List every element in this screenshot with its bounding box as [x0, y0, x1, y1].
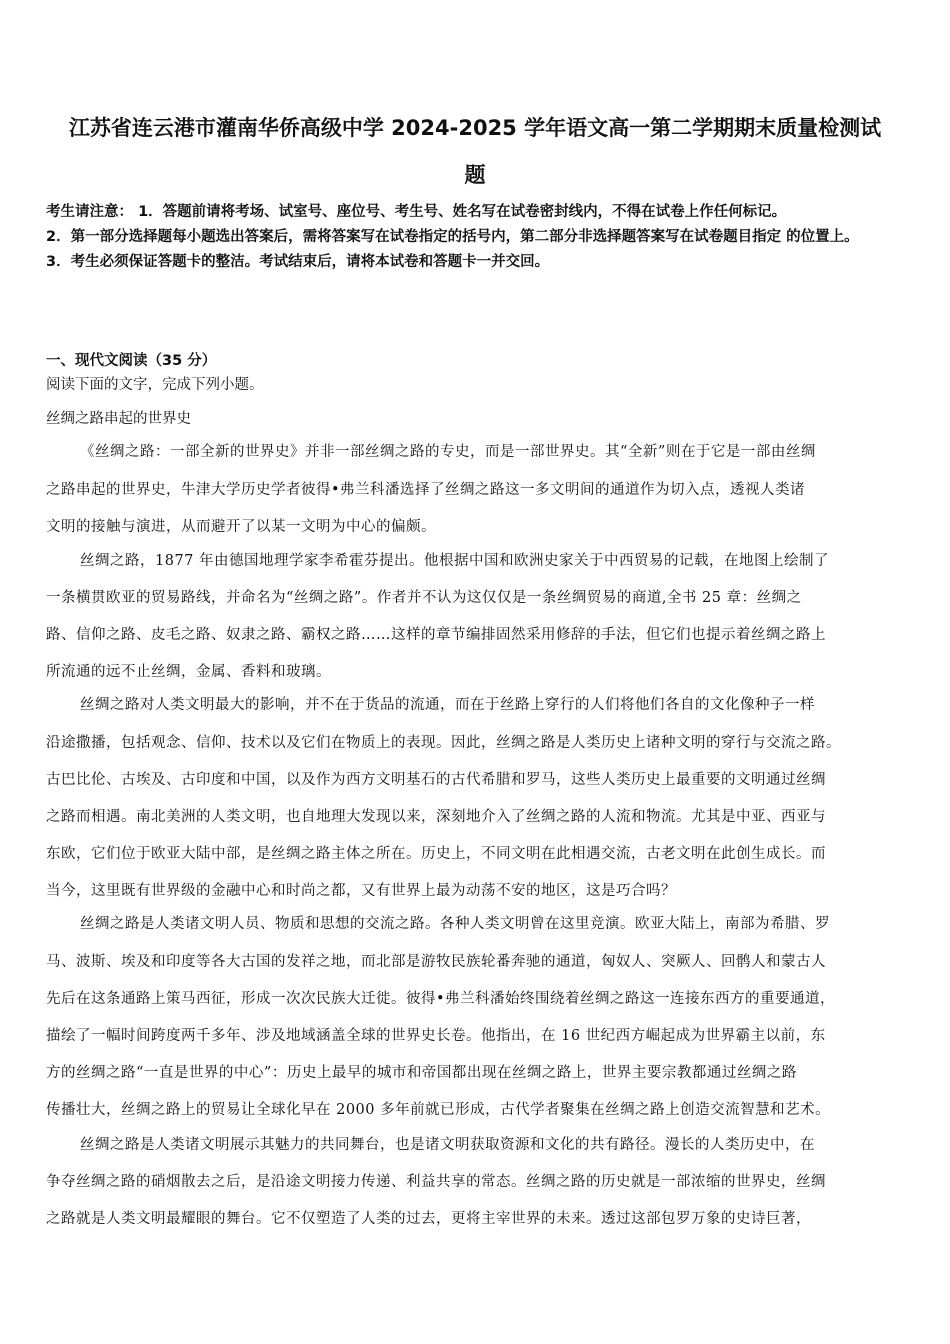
notice-heading: 考生请注意： — [46, 204, 133, 220]
article-line: 一条横贯欧亚的贸易路线，并命名为“丝绸之路”。作者并不认为这仅仅是一条丝绸贸易的商道,全书 25 章：丝绸之 — [46, 590, 802, 606]
article-line: 当今，这里既有世界级的金融中心和时尚之都，又有世界上最为动荡不安的地区，这是巧合吗？ — [46, 883, 676, 899]
notice-item: 2．第一部分选择题每小题选出答案后，需将答案写在试卷指定的括号内，第二部分非选择题答案写在试卷题目指定 — [46, 229, 782, 245]
article-line: 描绘了一幅时间跨度两千多年、涉及地域涵盖全球的世界史长卷。他指出，在 16 世纪西方崛起成为世界霸主以前，东 — [46, 1028, 826, 1044]
notice-block — [46, 200, 906, 275]
article-line: 马、波斯、埃及和印度等各大古国的发祥之地，而北部是游牧民族轮番奔驰的通道，匈奴人、突厥人、回鹘人和蒙古人 — [46, 954, 826, 970]
article-line: 路、信仰之路、皮毛之路、奴隶之路、霸权之路……这样的章节编排固然采用修辞的手法，但它们也提示着丝绸之路上 — [46, 627, 826, 643]
article-line: 争夺丝绸之路的硝烟散去之后，是沿途文明接力传递、利益共享的常态。丝绸之路的历史就是一部浓缩的世界史，丝绸 — [46, 1174, 826, 1190]
article-line: 丝绸之路对人类文明最大的影响，并不在于货品的流通，而在于丝路上穿行的人们将他们各自的文化像种子一样 — [80, 697, 815, 713]
article-line: 方的丝绸之路“一直是世界的中心”：历史上最早的城市和帝国都出现在丝绸之路上，世界主要宗教都通过丝绸之路 — [46, 1065, 797, 1081]
article-line: 古巴比伦、古埃及、古印度和中国，以及作为西方文明基石的古代希腊和罗马，这些人类历史上最重要的文明通过丝绸 — [46, 772, 826, 788]
article-line: 沿途撒播，包括观念、信仰、技术以及它们在物质上的表现。因此，丝绸之路是人类历史上诸种文明的穿行与交流之路。 — [46, 735, 841, 751]
exam-title-line-1: 江苏省连云港市灌南华侨高级中学 2024-2025 学年语文高一第二学期期末质量检测试 — [68, 116, 882, 140]
article-line: 东欧，它们位于欧亚大陆中部，是丝绸之路主体之所在。历史上，不同文明在此相遇交流，古老文明在此创生成长。而 — [46, 846, 826, 862]
article-line: 传播壮大，丝绸之路上的贸易让全球化早在 2000 多年前就已形成，古代学者聚集在丝绸之路上创造交流智慧和艺术。 — [46, 1102, 831, 1118]
article-line: 丝绸之路是人类诸文明展示其魅力的共同舞台，也是诸文明获取资源和文化的共有路径。漫长的人类历史中，在 — [80, 1137, 815, 1153]
article-line: 之路串起的世界史，牛津大学历史学者彼得•弗兰科潘选择了丝绸之路这一多文明间的通道作为切入点，透视人类诸 — [46, 482, 806, 498]
notice-item: 3．考生必须保证答题卡的整洁。考试结束后，请将本试卷和答题卡一并交回。 — [46, 254, 550, 270]
article-line: 丝绸之路是人类诸文明人员、物质和思想的交流之路。各种人类文明曾在这里竞演。欧亚大陆上，南部为希腊、罗 — [80, 916, 830, 932]
article-title: 丝绸之路串起的世界史 — [46, 411, 191, 427]
notice-item: 的位置上。 — [786, 229, 859, 245]
article-line: 之路而相遇。南北美洲的人类文明，也自地理大发现以来，深刻地介入了丝绸之路的人流和物流。尤其是中亚、西亚与 — [46, 809, 826, 825]
section-instruction: 阅读下面的文字，完成下列小题。 — [46, 377, 264, 393]
article-line: 先后在这条通路上策马西征，形成一次次民族大迁徙。彼得•弗兰科潘始终围绕着丝绸之路这一连接东西方的重要通道， — [46, 991, 836, 1007]
article-line: 之路就是人类文明最耀眼的舞台。它不仅塑造了人类的过去，更将主宰世界的未来。透过这部包罗万象的史诗巨著， — [46, 1211, 811, 1227]
article-line: 丝绸之路，1877 年由德国地理学家李希霍芬提出。他根据中国和欧洲史家关于中西贸易的记载，在地图上绘制了 — [80, 553, 830, 569]
section-heading: 一、现代文阅读（35 分） — [46, 353, 217, 369]
notice-item: 1．答题前请将考场、试室号、座位号、考生号、姓名写在试卷密封线内，不得在试卷上作任何标记。 — [138, 204, 787, 220]
article-line: 文明的接触与演进，从而避开了以某一文明为中心的偏颇。 — [46, 519, 436, 535]
article-line: 《丝绸之路：一部全新的世界史》并非一部丝绸之路的专史，而是一部世界史。其“全新”则在于它是一部由丝绸 — [80, 444, 816, 460]
article-line: 所流通的远不止丝绸，金属、香料和玻璃。 — [46, 664, 331, 680]
exam-title-line-2: 题 — [464, 163, 486, 187]
